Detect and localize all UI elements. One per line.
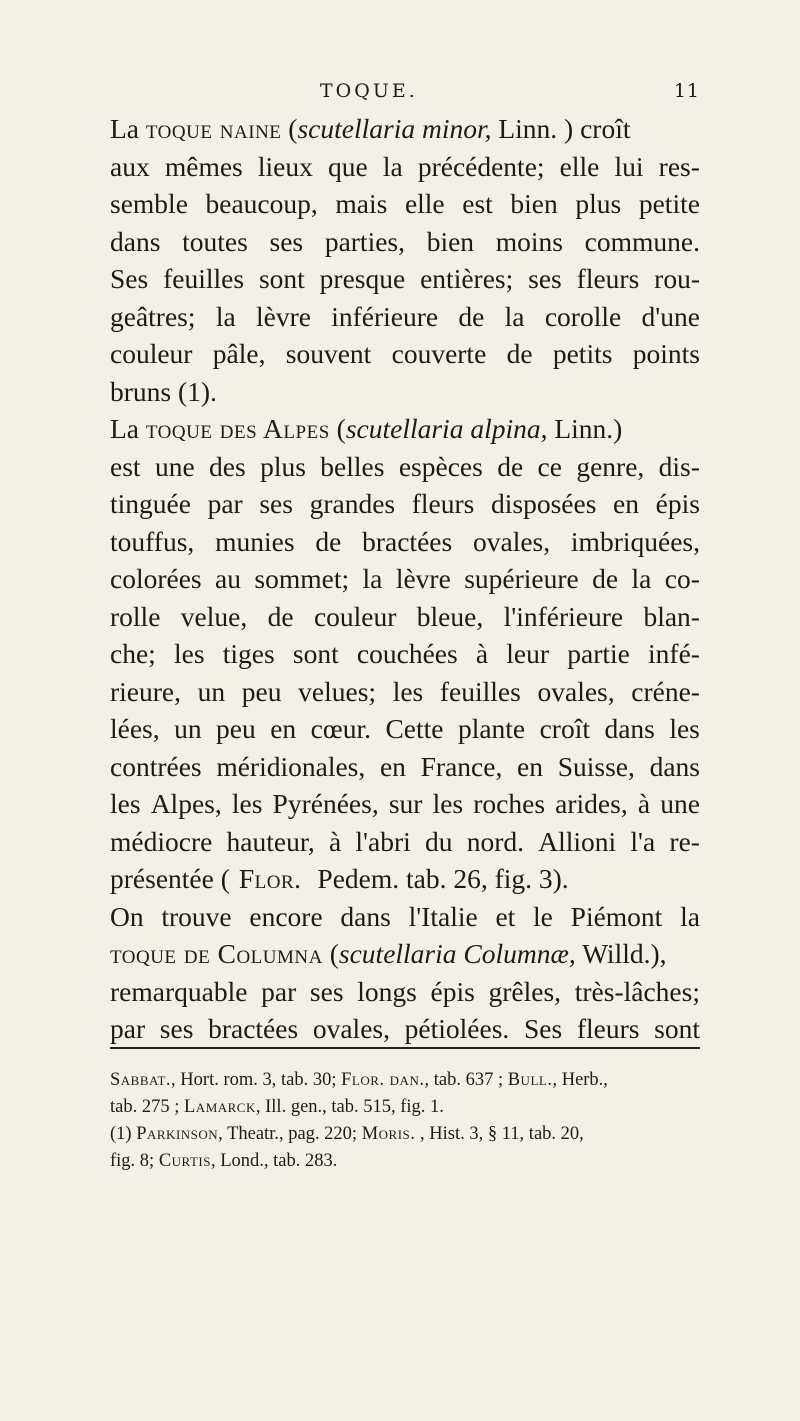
footnote-line: Sabbat., Hort. rom. 3, tab. 30; Flor. dan., tab. 637 ; Bull., Herb., (110, 1070, 608, 1090)
text-line: On trouve encore dans l'Italie et le Piémont la (110, 900, 700, 932)
text-line: semble beaucoup, mais elle est bien plus petite (110, 188, 700, 219)
running-title: TOQUE. (320, 80, 418, 102)
text-line: La toque des Alpes (scutellaria alpina, Linn.) (110, 413, 623, 444)
running-header (110, 80, 700, 110)
text-line: par ses bractées ovales, pétiolées. Ses fleurs sont (110, 1013, 700, 1044)
text-line: présentée ( Flor. Pedem. tab. 26, fig. 3). (110, 863, 569, 894)
text-line: dans toutes ses parties, bien moins commune. (110, 225, 700, 257)
footnote-rule (110, 1047, 700, 1049)
text-line: les Alpes, les Pyrénées, sur les roches arides, à une (110, 788, 700, 819)
text-line: lées, un peu en cœur. Cette plante croît dans les (110, 713, 700, 744)
text-line: che; les tiges sont couchées à leur partie infé- (110, 638, 700, 669)
text-line: toque de Columna (scutellaria Columnæ, Willd.), (110, 938, 667, 969)
text-line: Ses feuilles sont presque entières; ses fleurs rou- (110, 263, 700, 294)
footnote-line: fig. 8; Curtis, Lond., tab. 283. (110, 1151, 338, 1171)
footnote-line: tab. 275 ; Lamarck, Ill. gen., tab. 515, fig. 1. (110, 1097, 444, 1117)
footnotes (110, 1067, 700, 1175)
text-line: rieure, un peu velues; les feuilles ovales, créne- (110, 675, 700, 707)
text-line: colorées au sommet; la lèvre supérieure de la co- (110, 563, 700, 594)
text-line: La toque naine (scutellaria minor, Linn. ) croît (110, 113, 631, 144)
text-line: aux mêmes lieux que la précédente; elle lui res- (110, 150, 700, 182)
page-number: 11 (673, 80, 700, 102)
text-line: remarquable par ses longs épis grêles, très-lâches; (110, 975, 700, 1007)
footnote-line: (1) Parkinson, Theatr., pag. 220; Moris. , Hist. 3, § 11, tab. 20, (110, 1124, 584, 1144)
text-line: couleur pâle, souvent couverte de petits points (110, 338, 700, 369)
text-line: rolle velue, de couleur bleue, l'inférieure blan- (110, 600, 700, 632)
text-line: tinguée par ses grandes fleurs disposées en épis (110, 488, 700, 519)
text-line: contrées méridionales, en France, en Suisse, dans (110, 750, 700, 782)
text-line: médiocre hauteur, à l'abri du nord. Allioni l'a re- (110, 825, 700, 857)
main-text (110, 110, 700, 1048)
text-line: est une des plus belles espèces de ce genre, dis- (110, 450, 700, 482)
text-line: geâtres; la lèvre inférieure de la corolle d'une (110, 300, 700, 332)
text-line: bruns (1). (110, 375, 217, 407)
text-line: touffus, munies de bractées ovales, imbriquées, (110, 525, 700, 557)
